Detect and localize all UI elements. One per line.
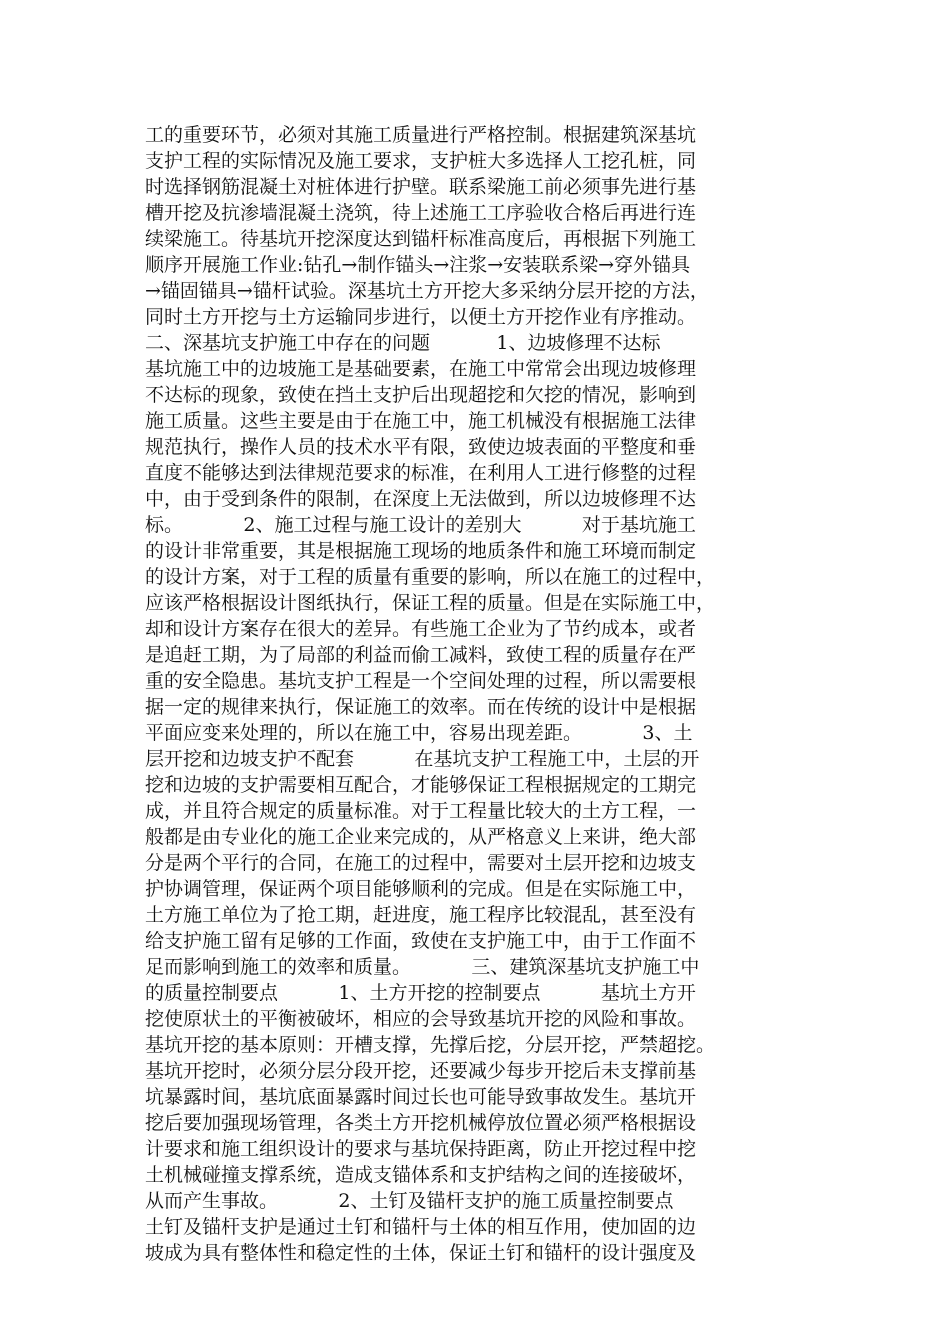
text-line: 成，并且符合规定的质量标准。对于工程量比较大的土方工程，一 <box>145 800 697 822</box>
text-line: →锚固锚具→锚杆试验。深基坑土方开挖大多采纳分层开挖的方法， <box>145 280 709 302</box>
text-line: 土钉及锚杆支护是通过土钉和锚杆与土体的相互作用，使加固的边 <box>145 1216 697 1238</box>
text-line: 施工质量。这些主要是由于在施工中，施工机械没有根据施工法律 <box>145 410 697 432</box>
text-line: 土方施工单位为了抢工期，赶进度，施工程序比较混乱，甚至没有 <box>145 904 697 926</box>
text-line: 坑暴露时间，基坑底面暴露时间过长也可能导致事故发生。基坑开 <box>145 1086 697 1108</box>
text-line: 同时土方开挖与土方运输同步进行，以便土方开挖作业有序推动。 <box>145 306 697 328</box>
text-line: 挖和边坡的支护需要相互配合，才能够保证工程根据规定的工期完 <box>145 774 697 796</box>
text-line: 中，由于受到条件的限制，在深度上无法做到，所以边坡修理不达 <box>145 488 697 510</box>
text-line: 时选择钢筋混凝土对桩体进行护壁。联系梁施工前必须事先进行基 <box>145 176 697 198</box>
section-heading-line: 二、深基坑支护施工中存在的问题 1、边坡修理不达标 <box>145 332 661 354</box>
text-line: 顺序开展施工作业:钻孔→制作锚头→注浆→安装联系梁→穿外锚具 <box>145 254 691 276</box>
text-line: 的设计方案，对于工程的质量有重要的影响，所以在施工的过程中， <box>145 566 716 588</box>
text-line: 工的重要环节，必须对其施工质量进行严格控制。根据建筑深基坑 <box>145 124 697 146</box>
body-text <box>145 122 805 1266</box>
text-line: 足而影响到施工的效率和质量。 三、建筑深基坑支护施工中 <box>145 956 700 978</box>
text-line: 却和设计方案存在很大的差异。有些施工企业为了节约成本，或者 <box>145 618 697 640</box>
text-line: 层开挖和边坡支护不配套 在基坑支护工程施工中，土层的开 <box>145 748 700 770</box>
text-line: 续梁施工。待基坑开挖深度达到锚杆标准高度后，再根据下列施工 <box>145 228 697 250</box>
text-line: 从而产生事故。 2、土钉及锚杆支护的施工质量控制要点 <box>145 1190 674 1212</box>
text-line: 的质量控制要点 1、土方开挖的控制要点 基坑土方开 <box>145 982 696 1004</box>
text-line: 平面应变来处理的，所以在施工中，容易出现差距。 3、土 <box>145 722 693 744</box>
text-line: 坡成为具有整体性和稳定性的土体，保证土钉和锚杆的设计强度及 <box>145 1242 697 1264</box>
text-line: 槽开挖及抗渗墙混凝土浇筑，待上述施工工序验收合格后再进行连 <box>145 202 697 224</box>
text-line: 分是两个平行的合同，在施工的过程中，需要对土层开挖和边坡支 <box>145 852 697 874</box>
text-line: 基坑开挖时，必须分层分段开挖，还要减少每步开挖后未支撑前基 <box>145 1060 697 1082</box>
text-line: 挖使原状土的平衡被破坏，相应的会导致基坑开挖的风险和事故。 <box>145 1008 697 1030</box>
text-line: 据一定的规律来执行，保证施工的效率。而在传统的设计中是根据 <box>145 696 697 718</box>
text-line: 是追赶工期，为了局部的利益而偷工减料，致使工程的质量存在严 <box>145 644 697 666</box>
text-line: 基坑开挖的基本原则：开槽支撑，先撑后挖，分层开挖，严禁超挖。 <box>145 1034 716 1056</box>
text-line: 挖后要加强现场管理，各类土方开挖机械停放位置必须严格根据设 <box>145 1112 697 1134</box>
text-line: 支护工程的实际情况及施工要求，支护桩大多选择人工挖孔桩，同 <box>145 150 697 172</box>
text-line: 般都是由专业化的施工企业来完成的，从严格意义上来讲，绝大部 <box>145 826 697 848</box>
text-line: 给支护施工留有足够的工作面，致使在支护施工中，由于工作面不 <box>145 930 697 952</box>
text-line: 计要求和施工组织设计的要求与基坑保持距离，防止开挖过程中挖 <box>145 1138 697 1160</box>
text-line: 重的安全隐患。基坑支护工程是一个空间处理的过程，所以需要根 <box>145 670 697 692</box>
text-line: 基坑施工中的边坡施工是基础要素，在施工中常常会出现边坡修理 <box>145 358 697 380</box>
text-line: 不达标的现象，致使在挡土支护后出现超挖和欠挖的情况，影响到 <box>145 384 697 406</box>
text-line: 规范执行，操作人员的技术水平有限，致使边坡表面的平整度和垂 <box>145 436 697 458</box>
text-line: 土机械碰撞支撑系统，造成支锚体系和支护结构之间的连接破坏， <box>145 1164 697 1186</box>
text-line: 护协调管理，保证两个项目能够顺利的完成。但是在实际施工中， <box>145 878 697 900</box>
text-line: 的设计非常重要，其是根据施工现场的地质条件和施工环境而制定 <box>145 540 697 562</box>
text-line: 标。 2、施工过程与施工设计的差别大 对于基坑施工 <box>145 514 696 536</box>
text-line: 应该严格根据设计图纸执行，保证工程的质量。但是在实际施工中， <box>145 592 716 614</box>
text-line: 直度不能够达到法律规范要求的标准，在利用人工进行修整的过程 <box>145 462 697 484</box>
